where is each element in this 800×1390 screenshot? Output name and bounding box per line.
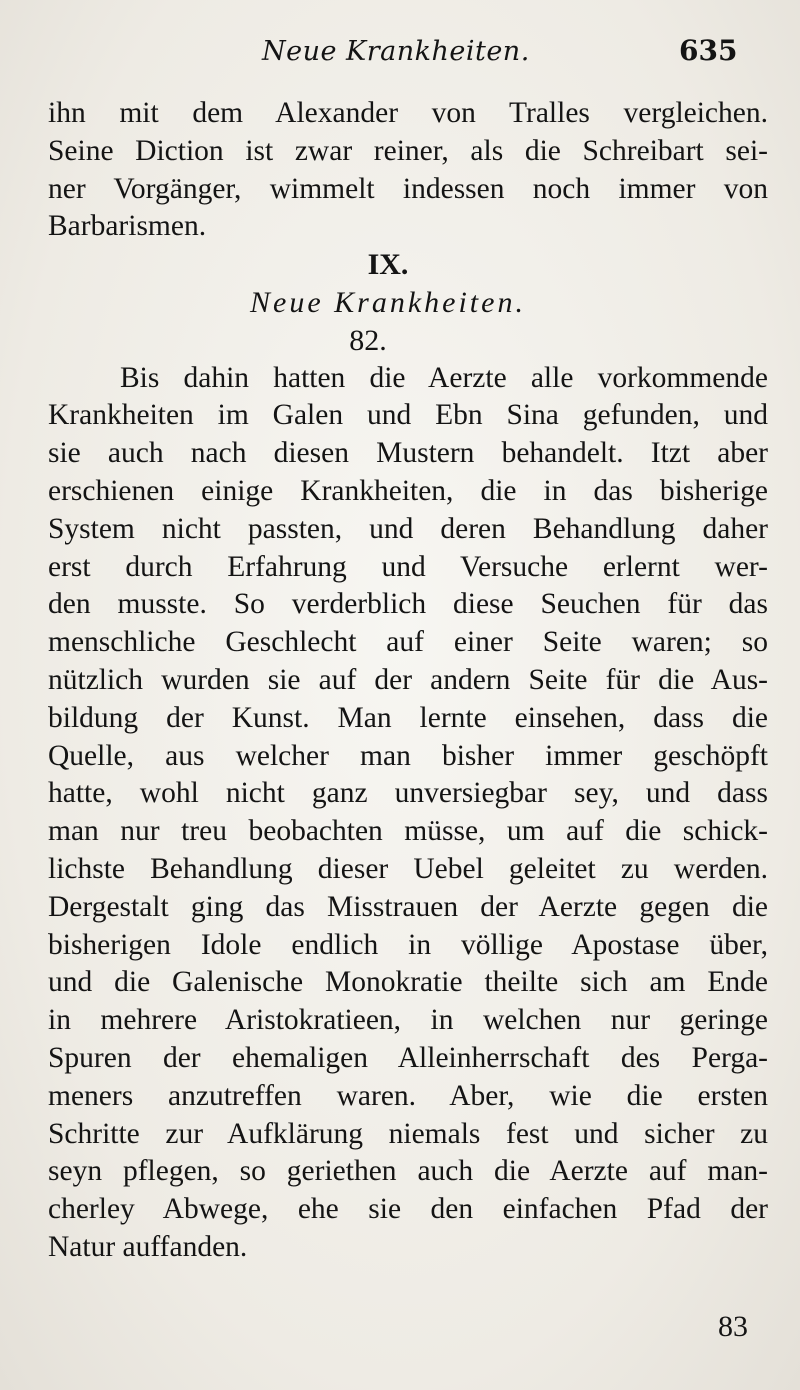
text-line: Seine Diction ist zwar reiner, als die Schreibart sei- (48, 134, 768, 167)
signature-mark: 83 (718, 1310, 748, 1343)
chapter-number: IX. (367, 248, 409, 282)
running-head: Neue Krankheiten. (262, 36, 530, 67)
chapter-title: Neue Krankheiten. (250, 285, 526, 319)
text-line: Natur auffanden. (48, 1230, 248, 1263)
text-line: man nur treu beobachten müsse, um auf die schick- (48, 815, 768, 848)
text-line: sie auch nach diesen Mustern behandelt. Itzt aber (48, 437, 768, 470)
text-line: hatte, wohl nicht ganz unversiegbar sey, und dass (48, 777, 768, 810)
text-line: Schritte zur Aufklärung niemals fest und sicher zu (48, 1117, 768, 1150)
page-number: 635 (679, 34, 738, 67)
text-line: Barbarismen. (48, 210, 207, 243)
text-line: Spuren der ehemaligen Alleinherrschaft des Perga- (48, 1041, 768, 1074)
text-line: erst durch Erfahrung und Versuche erlernt wer- (48, 550, 768, 583)
text-line: erschienen einige Krankheiten, die in das bisherige (48, 474, 768, 507)
text-line: meners anzutreffen waren. Aber, wie die ersten (48, 1079, 768, 1112)
text-line: System nicht passten, und deren Behandlung daher (48, 512, 768, 545)
text-line: in mehrere Aristokratieen, in welchen nur geringe (48, 1004, 768, 1037)
text-line: ihn mit dem Alexander von Tralles vergleichen. (48, 97, 768, 129)
text-line: Krankheiten im Galen und Ebn Sina gefunden, und (48, 399, 768, 432)
text-line: cherley Abwege, ehe sie den einfachen Pfad der (48, 1193, 768, 1226)
text-line: Quelle, aus welcher man bisher immer geschöpft (48, 739, 768, 772)
text-line: nützlich wurden sie auf der andern Seite für die Aus- (48, 663, 768, 696)
text-line: menschliche Geschlecht auf einer Seite waren; so (48, 626, 768, 659)
text-line: Bis dahin hatten die Aerzte alle vorkommende (120, 361, 768, 394)
text-line: und die Galenische Monokratie theilte sich am Ende (48, 966, 768, 999)
text-line: bisherigen Idole endlich in völlige Apostase über, (48, 928, 768, 961)
text-line: den musste. So verderblich diese Seuchen für das (48, 588, 768, 621)
section-number: 82. (349, 323, 387, 357)
text-line: bildung der Kunst. Man lernte einsehen, dass die (48, 701, 768, 734)
body-text (48, 95, 768, 1267)
text-line: lichste Behandlung dieser Uebel geleitet zu werden. (48, 852, 768, 885)
text-line: ner Vorgänger, wimmelt indessen noch immer von (48, 172, 768, 205)
text-line: Dergestalt ging das Misstrauen der Aerzte gegen die (48, 890, 768, 923)
text-line: seyn pflegen, so geriethen auch die Aerzte auf man- (48, 1155, 768, 1188)
page-header (0, 28, 800, 78)
